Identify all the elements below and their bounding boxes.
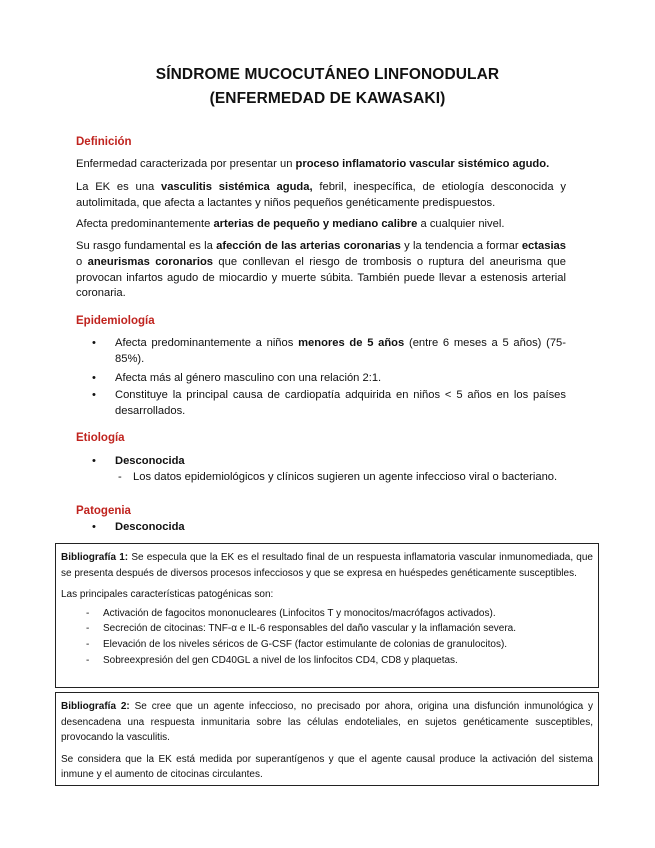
bibliografia-1-item-3: - Elevación de los niveles séricos de G-CSF (factor estimulante de colonias de granulocitos). bbox=[61, 637, 593, 653]
bibliografia-1-item-1: - Activación de fagocitos mononucleares (Linfocitos T y monocitos/macrófagos activados). bbox=[61, 606, 593, 622]
definicion-paragraph-4: Su rasgo fundamental es la afección de las arterias coronarias y la tendencia a formar ectasias o aneurismas coronarios que conllevan el riesgo de trombosis o ruptura del aneurisma que provocan infartos agudo de miocardio y muerte súbita. También puede llevar a estenosis arterial coronaria. bbox=[76, 240, 566, 300]
epidemiologia-item-2: Afecta más al género masculino con una relación 2:1. bbox=[115, 372, 382, 384]
bullet-icon: • bbox=[92, 389, 96, 401]
epidemiologia-item-3: Constituye la principal causa de cardiopatía adquirida en niños < 5 años en los países desarrollados. bbox=[115, 389, 566, 417]
bibliografia-1-box bbox=[55, 543, 599, 688]
epidemiologia-item-1: Afecta predominantemente a niños menores de 5 años (entre 6 meses a 5 años) (75-85%). bbox=[115, 337, 566, 365]
bibliografia-1-text: Bibliografía 1: Se especula que la EK es el resultado final de un respuesta inflamatoria vascular inmunomediada, que se presenta después de diversos procesos infecciosos y que se expresa en huéspedes genéticamente susceptibles. bbox=[61, 552, 593, 579]
bullet-icon: • bbox=[92, 455, 96, 467]
page-subtitle: (ENFERMEDAD DE KAWASAKI) bbox=[209, 90, 446, 107]
dash-icon: - bbox=[86, 623, 90, 635]
definicion-paragraph-3: Afecta predominantemente arterias de pequeño y mediano calibre a cualquier nivel. bbox=[76, 218, 505, 230]
dash-icon: - bbox=[86, 654, 90, 666]
bibliografia-1-item-4: - Sobreexpresión del gen CD40GL a nivel de los linfocitos CD4, CD8 y plaquetas. bbox=[61, 653, 593, 669]
definicion-paragraph-1: Enfermedad caracterizada por presentar un proceso inflamatorio vascular sistémico agudo. bbox=[76, 158, 550, 170]
section-heading-epidemiologia: Epidemiología bbox=[76, 315, 155, 327]
section-heading-etiologia: Etiología bbox=[76, 432, 125, 444]
bibliografia-2-box bbox=[55, 692, 599, 786]
bibliografia-1-item-2: - Secreción de citocinas: TNF-α e IL-6 responsables del daño vascular y la inflamación severa. bbox=[61, 621, 593, 637]
bibliografia-2-paragraph-2: Se considera que la EK está medida por superantígenos y que el agente causal produce la activación del sistema inmune y el aumento de citocinas circulantes. bbox=[61, 753, 593, 780]
dash-icon: - bbox=[118, 471, 122, 483]
patogenia-item-1: Desconocida bbox=[115, 521, 185, 533]
section-heading-definicion: Definición bbox=[76, 136, 132, 148]
etiologia-item-1: Desconocida bbox=[115, 455, 185, 467]
bibliografia-2-text: Bibliografía 2: Se cree que un agente infeccioso, no precisado por ahora, origina una disfunción inmunológica y desencadena una respuesta inmunitaria sobre las células endoteliales, en sujetos genéticamente susceptibles, provocando la vasculitis. bbox=[61, 701, 593, 743]
bibliografia-1-intro: Las principales características patogénicas son: bbox=[61, 589, 274, 600]
section-heading-patogenia: Patogenia bbox=[76, 505, 131, 517]
bullet-icon: • bbox=[92, 521, 96, 533]
page-title: SÍNDROME MUCOCUTÁNEO LINFONODULAR bbox=[155, 66, 500, 83]
definicion-paragraph-2: La EK es una vasculitis sistémica aguda, febril, inespecífica, de etiología desconocida y autolimitada, que afecta a lactantes y niños pequeños genéticamente predispuestos. bbox=[76, 181, 566, 209]
dash-icon: - bbox=[86, 639, 90, 651]
etiologia-subitem-1: Los datos epidemiológicos y clínicos sugieren un agente infeccioso viral o bacteriano. bbox=[133, 471, 558, 483]
bullet-icon: • bbox=[92, 337, 96, 349]
bullet-icon: • bbox=[92, 372, 96, 384]
dash-icon: - bbox=[86, 607, 90, 619]
